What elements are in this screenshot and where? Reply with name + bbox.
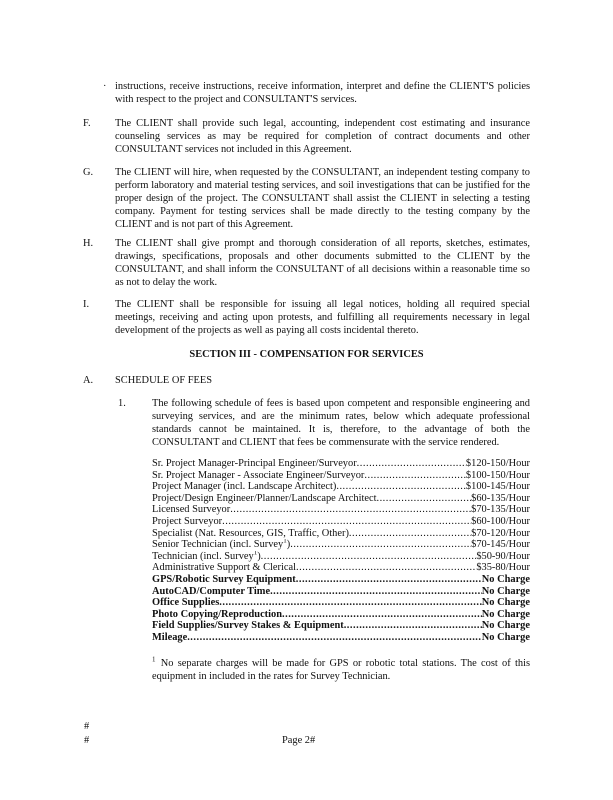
- footer-hash-1: #: [84, 721, 90, 732]
- fee-rate: No Charge: [481, 585, 530, 597]
- fee-schedule: [152, 458, 530, 644]
- footnote-ref: 1: [253, 550, 258, 557]
- dot-leader: [349, 528, 471, 540]
- item-letter-g: G.: [83, 167, 94, 178]
- dot-leader: [187, 632, 482, 644]
- fee-label: AutoCAD/Computer Time: [152, 585, 271, 597]
- fee-rate: $100-150/Hour: [465, 469, 530, 481]
- fee-row: [152, 481, 530, 493]
- fee-label: Photo Copying/Reproduction: [152, 608, 282, 620]
- fee-rate: $120-150/Hour: [465, 458, 530, 469]
- fee-row: [152, 632, 530, 644]
- fee-label: GPS/Robotic Survey Equipment: [152, 573, 296, 585]
- fee-rate: No Charge: [481, 620, 530, 632]
- fee-row: [152, 528, 530, 540]
- fee-row: [152, 597, 530, 609]
- dot-leader: [230, 504, 471, 516]
- fee-row: [152, 516, 530, 528]
- fee-rate: $100-145/Hour: [465, 481, 530, 493]
- footer-hash-2: #: [84, 735, 90, 746]
- dot-leader: [376, 493, 471, 505]
- footnote-ref: 1: [283, 539, 287, 545]
- item-letter-h: H.: [83, 238, 94, 249]
- dot-leader: [364, 470, 466, 482]
- fee-row: [152, 493, 530, 505]
- fee-label: Field Supplies/Survey Stakes & Equipment: [152, 620, 344, 632]
- fee-label: Senior Technician (incl. Survey$^1$): [152, 539, 290, 551]
- page-number: Page 2#: [282, 735, 316, 746]
- fee-rate: $70-120/Hour: [471, 527, 530, 539]
- clause-text: The following schedule of fees is based upon competent and responsible engineering and surveying services, and are the minimum rates, below which adequate professional standards cannot be maintained. It is, therefore, to the advantage of both the CONSULTANT and CLIENT that fees be commensurate with the service rendered.: [152, 398, 530, 448]
- fee-row: [152, 504, 530, 516]
- fee-row: [152, 620, 530, 632]
- fee-row: [152, 458, 530, 470]
- fee-label: Project Manager (incl. Landscape Architect): [152, 481, 337, 493]
- dot-leader: [296, 562, 476, 574]
- item-g-text: The CLIENT will hire, when requested by the CONSULTANT, an independent testing company to perform laboratory and material testing services, and soil investigations that can be justified for the proper design of the project. The CONSULTANT shall assist the CLIENT in selecting a testing company. Payment for testing services shall be made directly to the testing company by the CLIENT and is not part of this Agreement.: [115, 167, 530, 230]
- clause-number: 1.: [118, 398, 126, 409]
- fee-row: [152, 470, 530, 482]
- item-h-text: The CLIENT shall give prompt and thorough consideration of all reports, sketches, estimates, drawings, specifications, proposals and other documents submitted to the CLIENT by the CONSULTANT, and shall inform the CONSULTANT of all decisions within a reasonable time so as not to delay the work.: [115, 238, 530, 288]
- dot-leader: [336, 481, 466, 493]
- dot-leader: [296, 574, 482, 586]
- footnote-mark: 1: [152, 655, 156, 664]
- fee-label: Administrative Support & Clerical: [152, 562, 297, 574]
- fee-row: [152, 551, 530, 563]
- dot-leader: [290, 539, 471, 551]
- item-letter-f: F.: [83, 118, 91, 129]
- fee-label: Specialist (Nat. Resources, GIS, Traffic, Other): [152, 527, 349, 539]
- fee-rate: $60-100/Hour: [471, 515, 530, 527]
- dot-leader: [222, 516, 471, 528]
- dot-leader: [261, 551, 477, 563]
- dot-leader: [282, 609, 482, 621]
- item-i-text: The CLIENT shall be responsible for issuing all legal notices, holding all required special meetings, receiving and acting upon protests, and fulfilling all requirements necessary in legal development of the projects as well as paying all costs incidental thereto.: [115, 299, 530, 336]
- fee-row: [152, 562, 530, 574]
- fee-rate: No Charge: [481, 573, 530, 585]
- fee-label: Project/Design Engineer/Planner/Landscape Architect: [152, 492, 377, 504]
- subsection-title: SCHEDULE OF FEES: [115, 375, 212, 386]
- fee-label: Office Supplies: [152, 597, 220, 609]
- fee-rate: No Charge: [481, 597, 530, 609]
- item-f-text: The CLIENT shall provide such legal, accounting, independent cost estimating and insurance counseling services as may be required for completion of contract documents and other CONSULTANT services not included in this Agreement.: [115, 118, 530, 155]
- bullet-mark: ·: [103, 81, 107, 92]
- fee-row: [152, 586, 530, 598]
- subsection-letter: A.: [83, 375, 94, 386]
- fee-label: Sr. Project Manager-Principal Engineer/Surveyor: [152, 458, 357, 469]
- fee-label: Project Surveyor: [152, 515, 223, 527]
- dot-leader: [219, 597, 482, 609]
- fee-rate: $60-135/Hour: [471, 492, 530, 504]
- fee-rate: $35-80/Hour: [476, 562, 530, 574]
- fee-row: [152, 574, 530, 586]
- section-heading: SECTION III - COMPENSATION FOR SERVICES: [189, 349, 424, 360]
- fee-label: Technician (incl. Survey$^1$): [152, 551, 261, 563]
- fee-label: Mileage: [152, 631, 188, 643]
- footnote: [152, 657, 530, 683]
- footnote-text: No separate charges will be made for GPS or robotic total stations. The cost of this equipment in included in the rates for Survey Technician.: [152, 658, 530, 682]
- continuation-paragraph: instructions, receive instructions, receive information, interpret and define the CLIENT'S policies with respect to the project and CONSULTANT'S services.: [115, 81, 530, 105]
- fee-rate: $70-145/Hour: [471, 539, 530, 551]
- fee-row: [152, 539, 530, 551]
- dot-leader: [357, 458, 466, 470]
- fee-rate: $50-90/Hour: [476, 550, 530, 562]
- fee-label: Sr. Project Manager - Associate Engineer/Surveyor: [152, 469, 365, 481]
- fee-label: Licensed Surveyor: [152, 504, 231, 516]
- fee-rate: No Charge: [481, 631, 530, 643]
- dot-leader: [270, 586, 482, 598]
- fee-row: [152, 609, 530, 621]
- dot-leader: [344, 620, 482, 632]
- item-letter-i: I.: [83, 299, 90, 310]
- fee-rate: No Charge: [481, 608, 530, 620]
- fee-rate: $70-135/Hour: [471, 504, 530, 516]
